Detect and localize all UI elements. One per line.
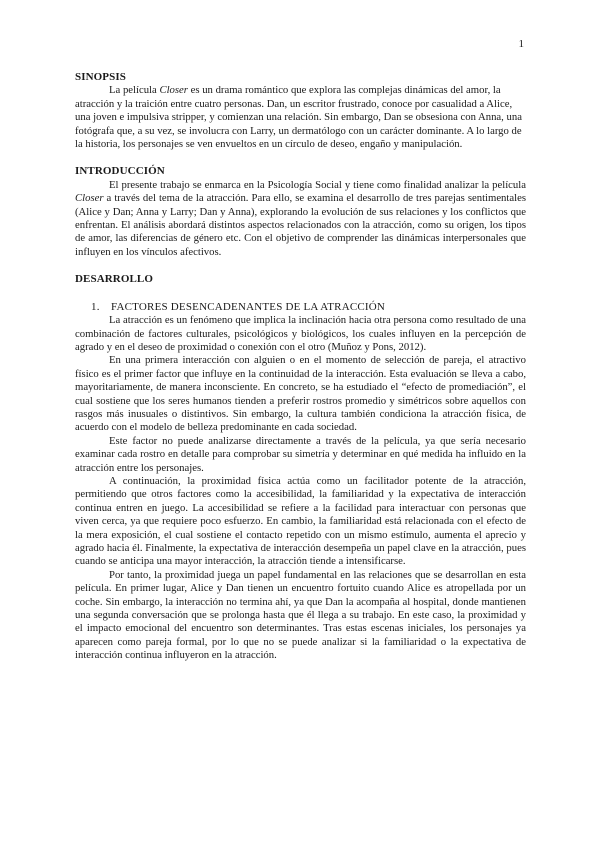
sinopsis-text-a: La película [109, 84, 160, 97]
body-paragraph: A continuación, la proximidad física actúa como un facilitador potente de la atracción, permitiendo que otros factores como la accesibilidad, la familiaridad y la expectativa de interacción continua entren en juego. La accesibilidad se refiere a la facilidad para interactuar con personas que viven cerca, ya que requiere poco esfuerzo. En cambio, la familiaridad está relacionada con el efecto de la mera exposición, el cual sostiene el contacto repetido con un mismo estímulo, aumenta el aprecio y agrado hacia él. Finalmente, la expectativa de interacción desempeña un papel clave en la atracción, pues cuando se anticipa una mayor interacción, la atracción tiende a intensificarse. [75, 474, 526, 568]
film-title: Closer [75, 192, 104, 205]
body-paragraph: La atracción es un fenómeno que implica la inclinación hacia otra persona como resultado de una combinación de factores culturales, psicológicos y biológicos, los cuales influyen en la percepción de agrado y en el deseo de proximidad o conexión con el otro (Muñoz y Pons, 2012). [75, 314, 526, 353]
page-number: 1 [518, 38, 524, 50]
spacer [75, 259, 526, 273]
section-heading [91, 301, 526, 314]
body-paragraph: Este factor no puede analizarse directamente a través de la película, ya que sería necesario examinar cada rostro en detalle para comprobar su simetría y determinar en qué medida ha influido en la atracción entre los personajes. [75, 434, 526, 474]
document-body [75, 71, 526, 663]
introduccion-text-b: a través del tema de la atracción. Para ello, se examina el desarrollo de tres parejas sentimentales (Alice y Dan; Anna y Larry; Dan y Anna), explorando la evolución de sus relaciones y los conflictos que enfrentan. El análisis abordará distintos aspectos relacionados con la atracción, como su origen, los tipos de amor, las diferencias de género etc. Con el objetivo de comprender las dinámicas interpersonales que influyen en los vínculos afectivos. [75, 192, 526, 258]
film-title: Closer [159, 84, 188, 97]
sinopsis-paragraph [75, 84, 526, 151]
sinopsis-section [75, 71, 526, 151]
desarrollo-section [75, 273, 526, 662]
spacer [75, 151, 526, 165]
introduccion-heading: INTRODUCCIÓN [75, 165, 165, 178]
introduccion-section [75, 165, 526, 259]
section-title: FACTORES DESENCADENANTES DE LA ATRACCIÓN [111, 300, 386, 313]
spacer [75, 287, 526, 301]
introduccion-paragraph [75, 179, 526, 259]
sinopsis-heading: SINOPSIS [75, 71, 126, 83]
sinopsis-text-b: es un drama romántico que explora las complejas dinámicas del amor, la atracción y la traición entre cuatro personas. Dan, un escritor frustrado, conoce por casualidad a Alice, una joven e impulsiva stripper, y comienzan una relación. Sin embargo, Dan se obsesiona con Anna, una fotógrafa que, a su vez, se involucra con Larry, un dermatólogo con un carácter dominante. A lo largo de la historia, los personajes se ven envueltos en un círculo de deseo, engaño y manipulación. [75, 84, 522, 151]
body-paragraph: En una primera interacción con alguien o en el momento de selección de pareja, el atractivo físico es el primer factor que influye en la continuidad de la interacción. Esta evaluación se lleva a cabo, mayoritariamente, de manera inconsciente. En concreto, se ha estudiado el “efecto de promediación”, el cual sostiene que los seres humanos tienden a preferir rostros promedio y simétricos sobre aquellos con rasgos más inusuales o distintivos. Sin embargo, la cultura también condiciona la atracción física, de acuerdo con el modelo de belleza predominante en cada sociedad. [75, 354, 526, 434]
desarrollo-heading: DESARROLLO [75, 273, 154, 286]
introduccion-text-a: El presente trabajo se enmarca en la Psicología Social y tiene como finalidad analizar la película [109, 178, 526, 191]
body-paragraph: Por tanto, la proximidad juega un papel fundamental en las relaciones que se desarrollan en esta película. En primer lugar, Alice y Dan tienen un encuentro fortuito cuando Alice es atropellada por un coche. Sin embargo, la interacción no termina ahí, ya que Dan la acompaña al hospital, donde mantienen una segunda conversación que se prolonga hasta que él llega a su trabajo. En este caso, la proximidad y el impacto emocional del encuentro son determinantes. Tras estas escenas iniciales, los personajes ya aparecen como pareja formal, por lo que no se puede analizar si la familiaridad o la expectativa de interacción continua influyeron en la atracción. [75, 568, 526, 662]
section-number: 1. [91, 300, 100, 313]
